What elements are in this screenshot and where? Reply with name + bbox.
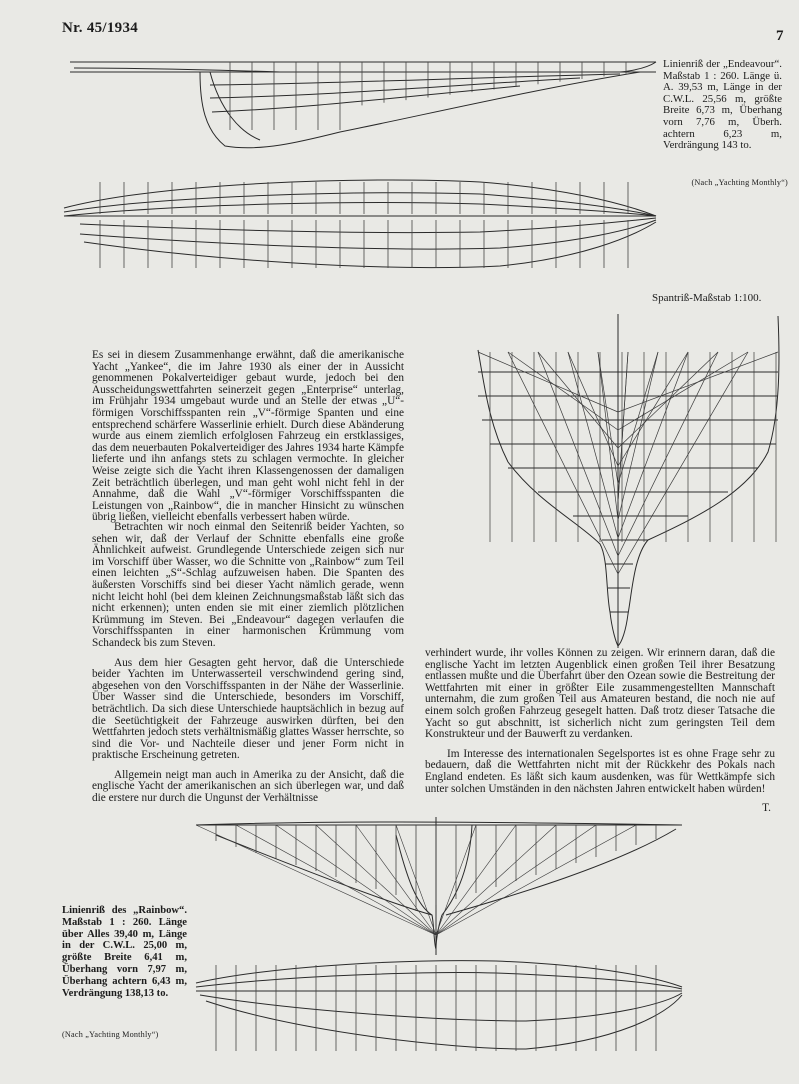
endeavour-profile-drawing bbox=[60, 50, 658, 160]
station-line bbox=[508, 352, 618, 430]
article-column-1b bbox=[92, 522, 404, 813]
article-column-2 bbox=[425, 648, 775, 815]
issue-number: Nr. 45/1934 bbox=[62, 20, 139, 36]
article-paragraph: Betrachten wir noch einmal den Seitenriß beider Yachten, so sehen wir, daß der Verlauf der Schnitte ebenfalls eine große Ähnlichkeit aufweist. Grundlegende Unterschiede zeigen sich nur im Vorschiff über Wasser, wo die Schnitte von „Rainbow“ zum Teil einen leichten „S“-Schlag aufzuweisen haben. Die Spanten des äußersten Vorschiffs sind bei dieser Yacht nämlich gerade, wenn nicht leicht hohl (bei dem kleinen Zeichnungsmaßstab läßt sich das nicht erkennen); unten enden sie mit einer ziemlich plötzlichen Krümmung im Steven. Bei „Endeavour“ dagegen verlaufen die Vorschiffsspanten in einer harmonischen Krümmung vom Schandeck bis zum Steven. bbox=[92, 521, 404, 649]
article-column-1 bbox=[92, 350, 404, 532]
station-line bbox=[568, 352, 618, 538]
rainbow-source: (Nach „Yachting Monthly“) bbox=[62, 1030, 159, 1039]
page-number: 7 bbox=[776, 28, 784, 44]
station-line bbox=[618, 352, 658, 520]
spantriss-caption: Spantriß-Maßstab 1:100. bbox=[652, 292, 762, 304]
station-line bbox=[618, 352, 628, 502]
station-line bbox=[618, 352, 718, 556]
article-paragraph: Aus dem hier Gesagten geht hervor, daß die Unterschiede beider Yachten im Unterwasserteil verschwindend gering sind, abgesehen von den Vorschiffsspanten in der Nähe der Wasserlinie. Über Wasser sind die Unterschiede, besonders im Vorschiff, beträchtlich. Da sich diese Unterschiede hauptsächlich in bezug auf die Seetüchtigkeit der Fahrzeuge auswirken dürften, bei den Wettfahrten jedoch stets verhältnismäßig glattes Wasser herrschte, so sind die Vor- und Nachteile dieser und jener Form nicht in praktische Erscheinung getreten. bbox=[92, 656, 404, 762]
rainbow-caption: Linienriß des „Rainbow“. Maßstab 1 : 260. Länge über Alles 39,40 m, Länge in der C.W.L. 25,00 m, größte Breite 6,41 m, Überhang vorn 7,97 m, Überhang achtern 6,43 m, Verdrängung 138,13 to. bbox=[62, 905, 187, 999]
article-paragraph: Es sei in diesem Zusammenhange erwähnt, daß die amerikanische Yacht „Yankee“, die im Jahre 1930 als einer der in Aussicht genommenen Pokalverteidiger gebaut wurde, jedoch bei den Ausscheidungswettfahrten seinerzeit gegen „Enterprise“ unterlag, im Frühjahr 1934 umgebaut wurde und an Stelle der etwas „U“-förmigen Vorschiffsspanten rein „V“-förmige Spanten und eine entsprechend schärfere Wasserlinie erhielt. Durch diese Abänderung wurde aus einem ziemlich erfolglosen Fahrzeug ein erstklassiges, das dem neuerbauten Pokalverteidiger des Jahres 1934 harte Kämpfe lieferte und ihn anfangs stets zu schlagen vermochte. In gleicher Weise zeigte sich die Yacht ihren Klassengenossen der damaligen Zeit beträchtlich überlegen, und man geht wohl nicht fehl in der Annahme, daß die Wahl „V“-förmiger Vorschiffsspanten die Leistungen von „Rainbow“, die in mancher Hinsicht zu wünschen übrig ließen, vielleicht ebenfalls verbessert haben würde. bbox=[92, 349, 404, 524]
endeavour-source: (Nach „Yachting Monthly“) bbox=[691, 178, 788, 187]
station-line bbox=[478, 352, 618, 412]
endeavour-caption: Linienriß der „Endeavour“. Maßstab 1 : 260. Länge ü. A. 39,53 m, Länge in der C.W.L. 25,56 m, größte Breite 6,73 m, Überhang vorn 7,76 m, Überh. achtern 6,23 m, Verdrängung 143 to. bbox=[663, 58, 782, 152]
rainbow-lines-drawing bbox=[196, 815, 682, 1063]
article-paragraph: Im Interesse des internationalen Segelsportes ist es ohne Frage sehr zu bedauern, daß die Wettfahrten nicht mit der Rückkehr des Pokals nach England endeten. Es läßt sich kaum ausdenken, was für Wettkämpfe sich unter solchen Umständen in den nächsten Jahren entwickelt haben würden! bbox=[425, 747, 775, 795]
station-line bbox=[598, 352, 618, 520]
endeavour-half-breadth-drawing bbox=[60, 168, 658, 288]
station-line bbox=[618, 352, 688, 538]
station-line bbox=[618, 352, 748, 430]
article-paragraph: verhindert wurde, ihr volles Können zu zeigen. Wir erinnern daran, daß die englische Yacht im letzten Augenblick einen großen Teil ihrer Besatzung entlassen mußte und die Überfahrt über den Ozean sowie die Bestreitung der Wettfahrten mit einer in größter Eile zusammengestellten Mannschaft unternahm, die zum großen Teil aus Amateuren bestand, die noch nie auf einem solch großen Fahrzeug gesegelt hatten. Daß trotz dieser Tatsache die Yacht so gut abschnitt, ist sicherlich nicht zum geringsten Teil dem Konstrukteur und der Bauwerft zu verdanken. bbox=[425, 647, 775, 741]
article-signature: T. bbox=[762, 802, 771, 815]
article-paragraph: Allgemein neigt man auch in Amerika zu der Ansicht, daß die englische Yacht der amerikanischen an sich überlegen war, und daß die erstere nur durch die Ungunst der Verhältnisse bbox=[92, 768, 404, 805]
station-line bbox=[508, 352, 618, 574]
body-plan-drawing bbox=[478, 312, 788, 652]
